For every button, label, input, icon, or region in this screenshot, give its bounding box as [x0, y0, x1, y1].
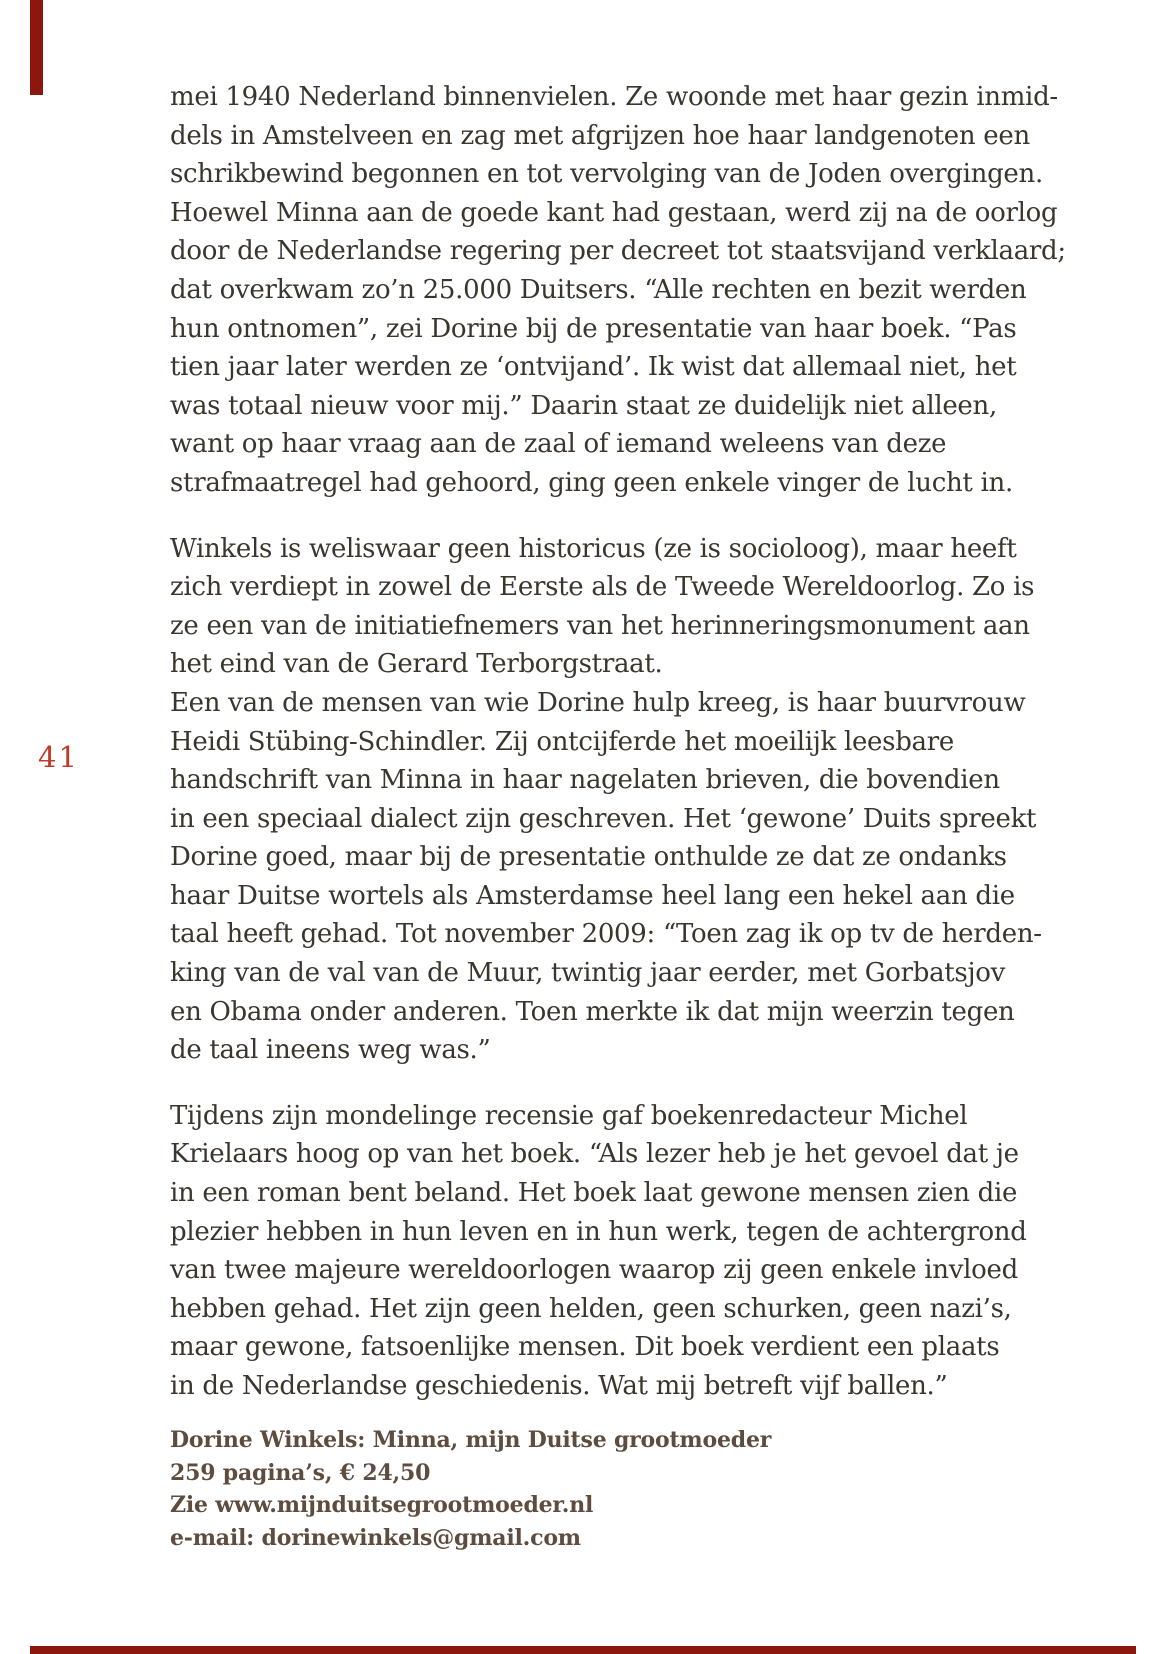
text-line: plezier hebben in hun leven en in hun werk, tegen de achtergrond: [170, 1216, 1027, 1247]
book-details-footer: [170, 1424, 870, 1554]
text-line: Dorine Winkels: Minna, mijn Duitse grootmoeder: [170, 1427, 772, 1453]
text-line: in een roman bent beland. Het boek laat gewone mensen zien die: [170, 1178, 1018, 1209]
text-line: Heidi Stübing-Schindler. Zij ontcijferde het moeilijk leesbare: [170, 726, 954, 757]
text-line: Een van de mensen van wie Dorine hulp kreeg, is haar buurvrouw: [170, 687, 1026, 718]
text-line: want op haar vraag aan de zaal of iemand weleens van deze: [170, 429, 947, 460]
text-line: van twee majeure wereldoorlogen waarop zij geen enkele invloed: [170, 1255, 1018, 1286]
page-number: 41: [38, 740, 79, 774]
text-line: dat overkwam zo’n 25.000 Duitsers. “Alle rechten en bezit werden: [170, 274, 1027, 305]
text-line: schrikbewind begonnen en tot vervolging van de Joden overgingen.: [170, 159, 1043, 190]
text-line: haar Duitse wortels als Amsterdamse heel lang een hekel aan die: [170, 880, 1015, 911]
article-body: [170, 78, 1066, 1433]
paragraph: [170, 530, 1040, 1070]
text-line: dels in Amstelveen en zag met afgrijzen hoe haar landgenoten een: [170, 120, 1030, 151]
text-line: strafmaatregel had gehoord, ging geen enkele vinger de lucht in.: [170, 467, 1013, 498]
text-line: was totaal nieuw voor mij.” Daarin staat ze duidelijk niet alleen,: [170, 390, 997, 421]
text-line: king van de val van de Muur, twintig jaar eerder, met Gorbatsjov: [170, 958, 1005, 989]
text-line: hebben gehad. Het zijn geen helden, geen schurken, geen nazi’s,: [170, 1293, 1012, 1324]
text-line: Dorine goed, maar bij de presentatie onthulde ze dat ze ondanks: [170, 842, 1007, 873]
paragraph: [170, 1097, 1040, 1406]
text-line: het eind van de Gerard Terborgstraat.: [170, 649, 663, 680]
text-line: in de Nederlandse geschiedenis. Wat mij betreft vijf ballen.”: [170, 1371, 948, 1401]
red-corner-tab: [30, 0, 43, 95]
text-line: Tijdens zijn mondelinge recensie gaf boekenredacteur Michel: [170, 1100, 968, 1131]
text-line: de taal ineens weg was.”: [170, 1035, 491, 1066]
text-line: Krielaars hoog op van het boek. “Als lezer heb je het gevoel dat je: [170, 1139, 1019, 1170]
text-line: in een speciaal dialect zijn geschreven. Het ‘gewone’ Duits spreekt: [170, 803, 1037, 834]
text-line: door de Nederlandse regering per decreet tot staatsvijand verklaard;: [170, 236, 1066, 267]
text-line: mei 1940 Nederland binnenvielen. Ze woonde met haar gezin inmid-: [170, 82, 1058, 112]
text-line: Winkels is weliswaar geen historicus (ze is socioloog), maar heeft: [170, 533, 1017, 564]
text-line: tien jaar later werden ze ‘ontvijand’. Ik wist dat allemaal niet, het: [170, 352, 1017, 383]
text-line: en Obama onder anderen. Toen merkte ik dat mijn weerzin tegen: [170, 996, 1015, 1027]
text-line: handschrift van Minna in haar nagelaten brieven, die bovendien: [170, 765, 1000, 796]
text-line: 259 pagina’s, € 24,50: [170, 1459, 431, 1486]
red-bottom-rule: [30, 1646, 1136, 1654]
text-line: Hoewel Minna aan de goede kant had gestaan, werd zij na de oorlog: [170, 197, 1058, 228]
text-line: Zie www.mijnduitsegrootmoeder.nl: [170, 1492, 594, 1518]
text-line: taal heeft gehad. Tot november 2009: “Toen zag ik op tv de herden-: [170, 919, 1042, 950]
text-line: maar gewone, fatsoenlijke mensen. Dit boek verdient een plaats: [170, 1332, 1000, 1363]
text-line: ze een van de initiatiefnemers van het herinneringsmonument aan: [170, 610, 1030, 641]
text-line: hun ontnomen”, zei Dorine bij de presentatie van haar boek. “Pas: [170, 313, 1017, 344]
text-line: zich verdiept in zowel de Eerste als de Tweede Wereldoorlog. Zo is: [170, 572, 1035, 603]
text-line: e-mail: dorinewinkels@gmail.com: [170, 1524, 581, 1551]
paragraph: [170, 78, 1066, 503]
